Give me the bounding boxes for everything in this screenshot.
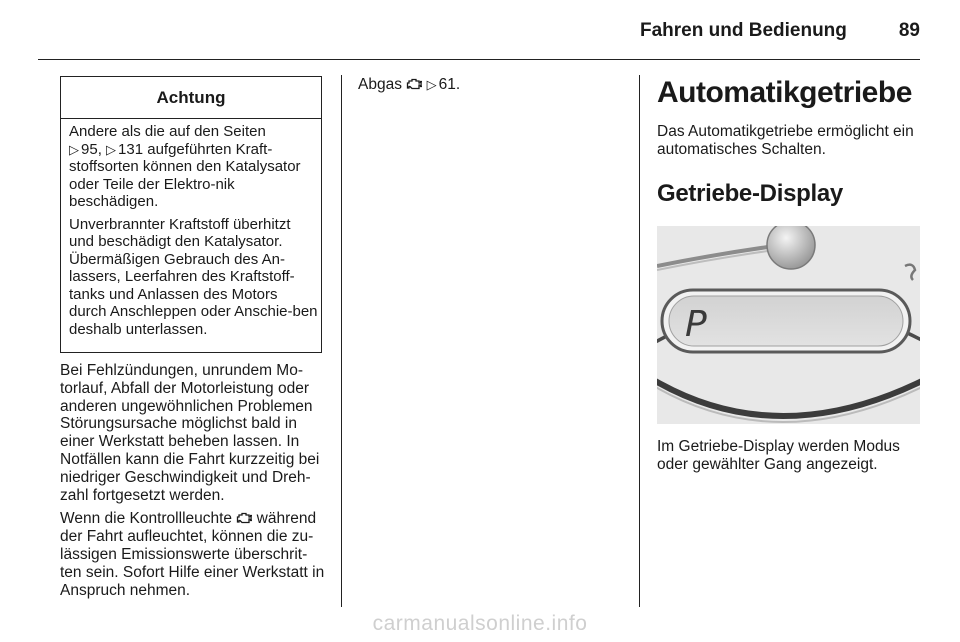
page-number: 89 (898, 20, 920, 41)
section-intro: Das Automatikgetriebe ermöglicht ein automatisches Schalten. (657, 123, 914, 158)
page-reference-number: 95 (81, 140, 98, 158)
subsection-heading: Getriebe-Display (657, 180, 843, 207)
engine-warning-icon (406, 77, 422, 89)
body-text: während der Fahrt aufleuchtet, können die zu-lässigen Emissionswerte überschrit-ten sein. Sofort Hilfe einer Werkstatt in Anspruch nehmen. (60, 510, 325, 599)
paragraph-warning-lamp (60, 510, 325, 599)
warning-body (69, 123, 319, 343)
page-reference-link[interactable] (69, 141, 98, 158)
column-divider-left (341, 75, 342, 607)
engine-warning-icon (236, 511, 252, 523)
body-text: Abgas (358, 76, 402, 93)
watermark: carmanualsonline.info (372, 612, 588, 635)
body-text: Wenn die Kontrollleuchte (60, 510, 233, 528)
header-divider (38, 59, 920, 60)
column-2-text (358, 76, 628, 94)
arrow-right-icon: ▷ (69, 141, 79, 157)
warning-text: Andere als die auf den Seiten (69, 123, 266, 140)
warning-text: aufgeführten Kraft-stoffsorten können den Katalysator oder Teile der Elektro-nik beschädigen. (69, 140, 301, 210)
arrow-right-icon: ▷ (106, 141, 117, 157)
transmission-display-image (657, 226, 920, 424)
section-heading: Automatikgetriebe (657, 76, 912, 109)
arrow-right-icon: ▷ (426, 77, 437, 92)
column-divider-right (639, 75, 640, 607)
warning-paragraph-1: Andere als die auf den Seiten ▷ 95, ▷ 131 aufgeführten Kraft-stoffsorten können den Katalysator oder Teile der Elektro-nik beschädigen. (69, 123, 301, 210)
column-1-text (60, 362, 325, 605)
page-header-title: Fahren und Bedienung (640, 20, 847, 41)
gear-indicator: P (685, 304, 707, 345)
page-reference-link[interactable] (106, 141, 143, 158)
warning-paragraph-2: Unverbrannter Kraftstoff überhitzt und beschädigt den Katalysator. Übermäßigen Gebrauch des An-lassers, Leerfahren des Kraftstoff-tanks und Anlassen des Motors durch Anschleppen oder Anschie-ben deshalb unterlassen. (69, 215, 318, 338)
warning-box (60, 76, 322, 353)
image-caption: Im Getriebe-Display werden Modus oder gewählter Gang angezeigt. (657, 438, 900, 473)
warning-title: Achtung (61, 77, 321, 119)
page-reference-number: 61. (438, 76, 461, 93)
page-reference-number: 131 (118, 140, 144, 158)
paragraph-misfire: Bei Fehlzündungen, unrundem Mo-torlauf, Abfall der Motorleistung oder anderen ungewöhnlichen Problemen Störungsursache möglichst bald in einer Werkstatt beheben lassen. In Notfällen kann die Fahrt kurzzeitig bei niedriger Geschwindigkeit und Dreh-zahl fortgesetzt werden. (60, 362, 320, 504)
page-reference-link[interactable] (427, 76, 461, 93)
